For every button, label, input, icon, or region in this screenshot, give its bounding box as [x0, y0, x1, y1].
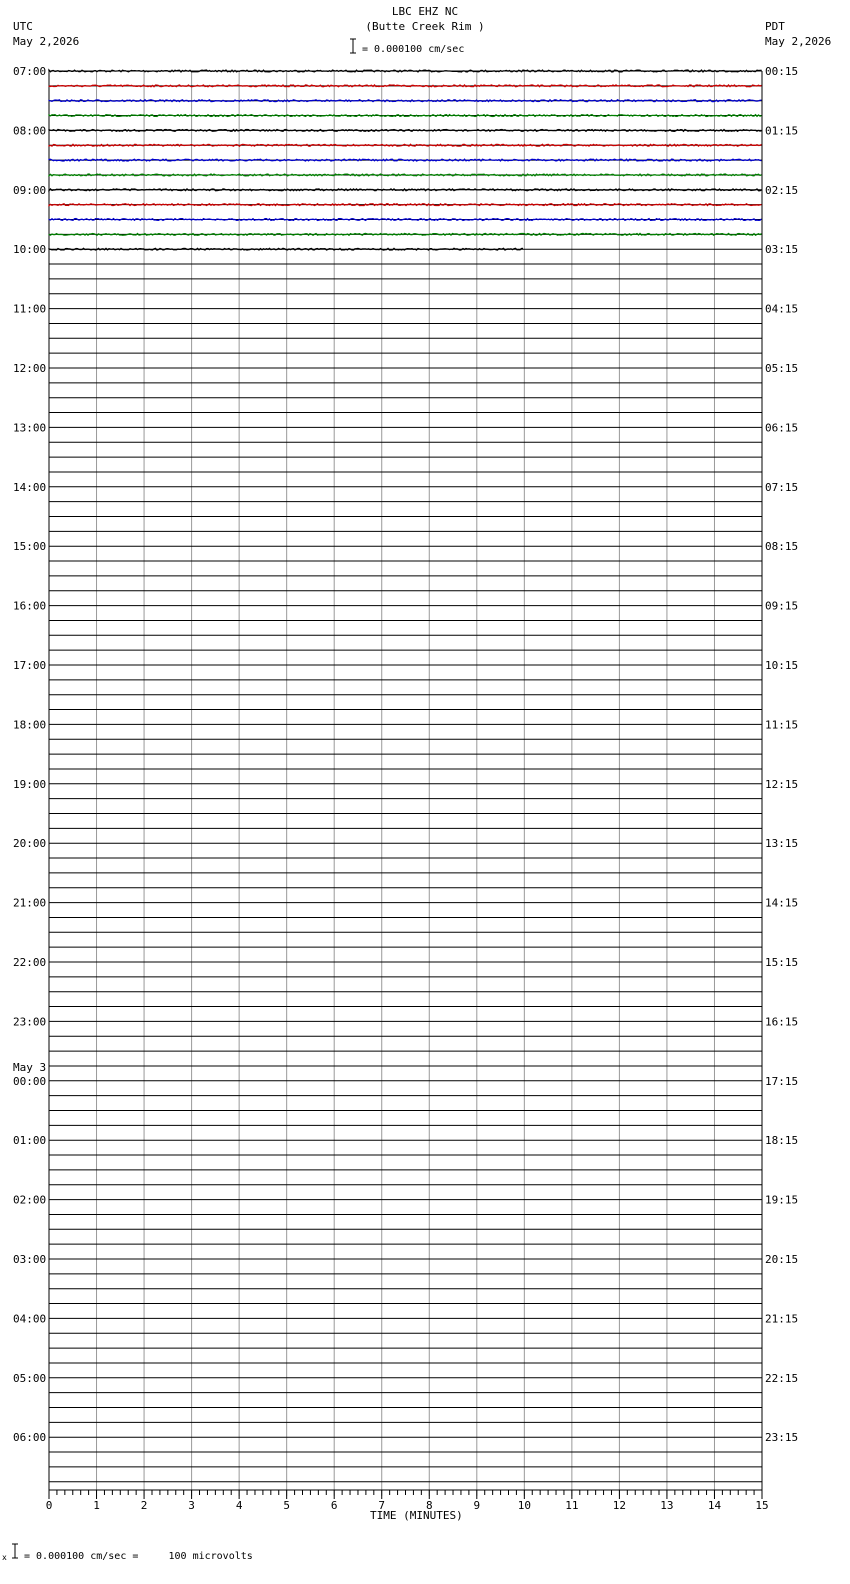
footer-scale-text: = 0.000100 cm/sec = 100 microvolts	[24, 1551, 253, 1562]
utc-hour-label: 13:00	[13, 421, 47, 435]
pdt-hour-label: 16:15	[765, 1015, 799, 1029]
pdt-hour-label: 21:15	[765, 1312, 799, 1326]
utc-hour-label: 02:00	[13, 1193, 47, 1207]
pdt-hour-label: 04:15	[765, 302, 799, 316]
utc-hour-label: 00:00	[13, 1074, 47, 1088]
pdt-hour-label: 02:15	[765, 183, 799, 197]
utc-hour-label: 16:00	[13, 599, 47, 613]
x-tick-label: 1	[93, 1499, 100, 1512]
station-location: (Butte Creek Rim )	[365, 20, 485, 33]
utc-hour-label: 01:00	[13, 1134, 47, 1148]
pdt-hour-label: 14:15	[765, 896, 799, 910]
footer-marker: x	[2, 1553, 7, 1562]
utc-hour-label: 05:00	[13, 1371, 47, 1385]
utc-hour-label: 19:00	[13, 777, 47, 791]
x-tick-label: 0	[45, 1499, 53, 1512]
utc-hour-label: 06:00	[13, 1431, 47, 1445]
pdt-hour-label: 01:15	[765, 124, 799, 138]
seismic-trace	[49, 70, 762, 72]
seismic-trace	[49, 204, 762, 206]
x-tick-label: 13	[660, 1499, 674, 1512]
pdt-hour-label: 07:15	[765, 480, 799, 494]
pdt-hour-label: 22:15	[765, 1371, 799, 1385]
x-tick-label: 4	[235, 1499, 243, 1512]
left-date: May 2,2026	[13, 35, 80, 48]
pdt-hour-label: 03:15	[765, 243, 799, 257]
pdt-hour-label: 23:15	[765, 1431, 799, 1445]
pdt-hour-label: 06:15	[765, 421, 799, 435]
seismic-trace	[49, 159, 762, 161]
pdt-hour-label: 00:15	[765, 65, 799, 78]
utc-hour-label: 18:00	[13, 718, 47, 732]
pdt-hour-label: 09:15	[765, 599, 799, 613]
x-axis-label: TIME (MINUTES)	[370, 1509, 463, 1522]
footer-scale-icon	[10, 1543, 20, 1561]
x-tick-label: 9	[473, 1499, 481, 1512]
utc-hour-label: 10:00	[13, 243, 47, 257]
utc-hour-label: 08:00	[13, 124, 47, 138]
pdt-hour-label: 11:15	[765, 718, 799, 732]
utc-hour-label: 20:00	[13, 837, 47, 851]
utc-hour-label: 22:00	[13, 956, 47, 969]
pdt-hour-label: 13:15	[765, 837, 799, 851]
x-tick-label: 8	[425, 1499, 433, 1512]
seismic-trace	[49, 130, 762, 132]
x-tick-label: 6	[330, 1499, 338, 1512]
utc-hour-label: 03:00	[13, 1253, 47, 1266]
right-timezone: PDT	[765, 20, 785, 33]
seismic-trace	[49, 144, 762, 146]
left-timezone: UTC	[13, 20, 33, 33]
pdt-hour-label: 19:15	[765, 1193, 799, 1207]
date-change-label: May 3	[13, 1060, 47, 1074]
x-tick-label: 7	[378, 1499, 386, 1512]
utc-hour-label: 11:00	[13, 302, 47, 316]
x-tick-label: 5	[283, 1499, 290, 1512]
pdt-hour-label: 20:15	[765, 1253, 799, 1266]
utc-hour-label: 21:00	[13, 896, 47, 910]
utc-hour-label: 12:00	[13, 362, 47, 375]
x-tick-label: 2	[140, 1499, 148, 1512]
seismic-trace	[49, 248, 523, 250]
pdt-hour-label: 08:15	[765, 540, 799, 554]
x-tick-label: 14	[707, 1499, 722, 1512]
x-tick-label: 11	[565, 1499, 579, 1512]
x-tick-label: 10	[517, 1499, 531, 1512]
pdt-hour-label: 10:15	[765, 659, 799, 672]
scale-text: = 0.000100 cm/sec	[362, 44, 465, 55]
right-date: May 2,2026	[765, 35, 832, 48]
station-title: LBC EHZ NC	[391, 5, 459, 18]
utc-hour-label: 14:00	[13, 480, 47, 494]
utc-hour-label: 07:00	[13, 65, 47, 78]
pdt-hour-label: 18:15	[765, 1134, 799, 1148]
x-tick-label: 3	[188, 1499, 195, 1512]
pdt-hour-label: 12:15	[765, 777, 799, 791]
x-tick-label: 15	[755, 1499, 769, 1512]
utc-hour-label: 17:00	[13, 659, 47, 672]
seismic-trace	[49, 219, 762, 221]
utc-hour-label: 04:00	[13, 1312, 47, 1326]
utc-hour-label: 09:00	[13, 183, 47, 197]
x-tick-label: 12	[612, 1499, 627, 1512]
pdt-hour-label: 17:15	[765, 1074, 799, 1088]
utc-hour-label: 15:00	[13, 540, 47, 554]
utc-hour-label: 23:00	[13, 1015, 47, 1029]
pdt-hour-label: 15:15	[765, 956, 799, 969]
pdt-hour-label: 05:15	[765, 362, 799, 375]
